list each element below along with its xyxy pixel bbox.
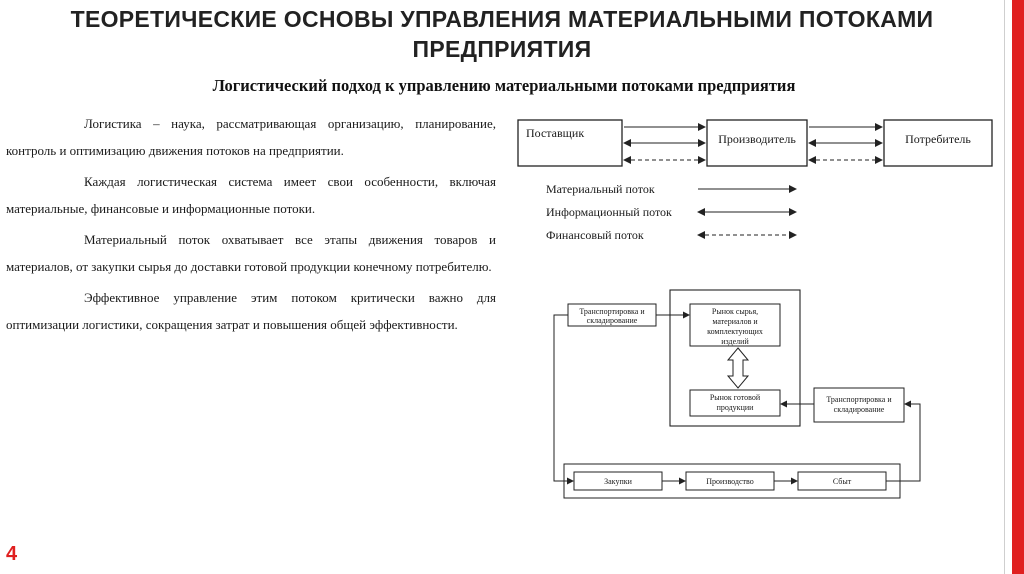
purchasing-box (574, 472, 662, 490)
raw-market-box (690, 304, 780, 346)
slide-title-line2: ПРЕДПРИЯТИЯ (412, 36, 592, 62)
transport-left-label: Транспортировка и (579, 307, 645, 316)
producer-label: Производитель (718, 132, 796, 146)
producer-box (707, 120, 807, 166)
finished-market-label: продукции (716, 403, 754, 412)
transport-right-label: Транспортировка и (826, 395, 892, 404)
slide-title-line1: ТЕОРЕТИЧЕСКИЕ ОСНОВЫ УПРАВЛЕНИЯ МАТЕРИАЛЬНЫМИ ПОТОКАМИ (70, 6, 934, 32)
legend-financial-label: Финансовый поток (546, 228, 644, 242)
transport-left-label: складирование (586, 316, 638, 325)
accent-bar (1012, 0, 1024, 574)
finished-market-label: Рынок готовой (709, 393, 761, 402)
accent-divider (1004, 0, 1005, 574)
supplier-box (518, 120, 622, 166)
consumer-label: Потребитель (905, 132, 971, 146)
transport-right-box (814, 388, 904, 422)
flow-connector (554, 315, 573, 481)
transport-left-box (568, 304, 656, 326)
paragraph: Материальный поток охватывает все этапы движения товаров и материалов, от закупки сырья до доставки готовой продукции конечному потребителю. (6, 232, 496, 274)
body-text (6, 110, 496, 342)
legend-information-label: Информационный поток (546, 205, 672, 219)
paragraph: Каждая логистическая система имеет свои особенности, включая материальные, финансовые и информационные потоки. (6, 174, 496, 216)
flow-legend (546, 182, 796, 242)
sales-box (798, 472, 886, 490)
flow-diagram (512, 110, 1002, 250)
paragraph: Эффективное управление этим потоком критически важно для оптимизации логистики, сокращения затрат и повышения общей эффективности. (6, 290, 496, 332)
paragraph: Логистика – наука, рассматривающая организацию, планирование, контроль и оптимизацию движения потоков на предприятии. (6, 116, 496, 158)
supplier-label: Поставщик (526, 126, 585, 140)
slide-subtitle: Логистический подход к управлению материальными потоками предприятия (212, 76, 796, 95)
legend-material-label: Материальный поток (546, 182, 655, 196)
consumer-box (884, 120, 992, 166)
raw-market-label: изделий (721, 337, 749, 346)
raw-market-label: комплектующих (707, 327, 763, 336)
purchasing-label: Закупки (604, 477, 632, 486)
sales-label: Сбыт (832, 477, 852, 486)
production-box (686, 472, 774, 490)
production-label: Производство (706, 477, 754, 486)
enterprise-cycle-diagram (542, 284, 922, 510)
raw-market-label: материалов и (712, 317, 758, 326)
page-number: 4 (6, 543, 18, 565)
transport-right-label: складирование (833, 405, 885, 414)
raw-market-label: Рынок сырья, (711, 307, 759, 316)
finished-market-box (690, 390, 780, 416)
market-double-arrow (728, 348, 748, 388)
